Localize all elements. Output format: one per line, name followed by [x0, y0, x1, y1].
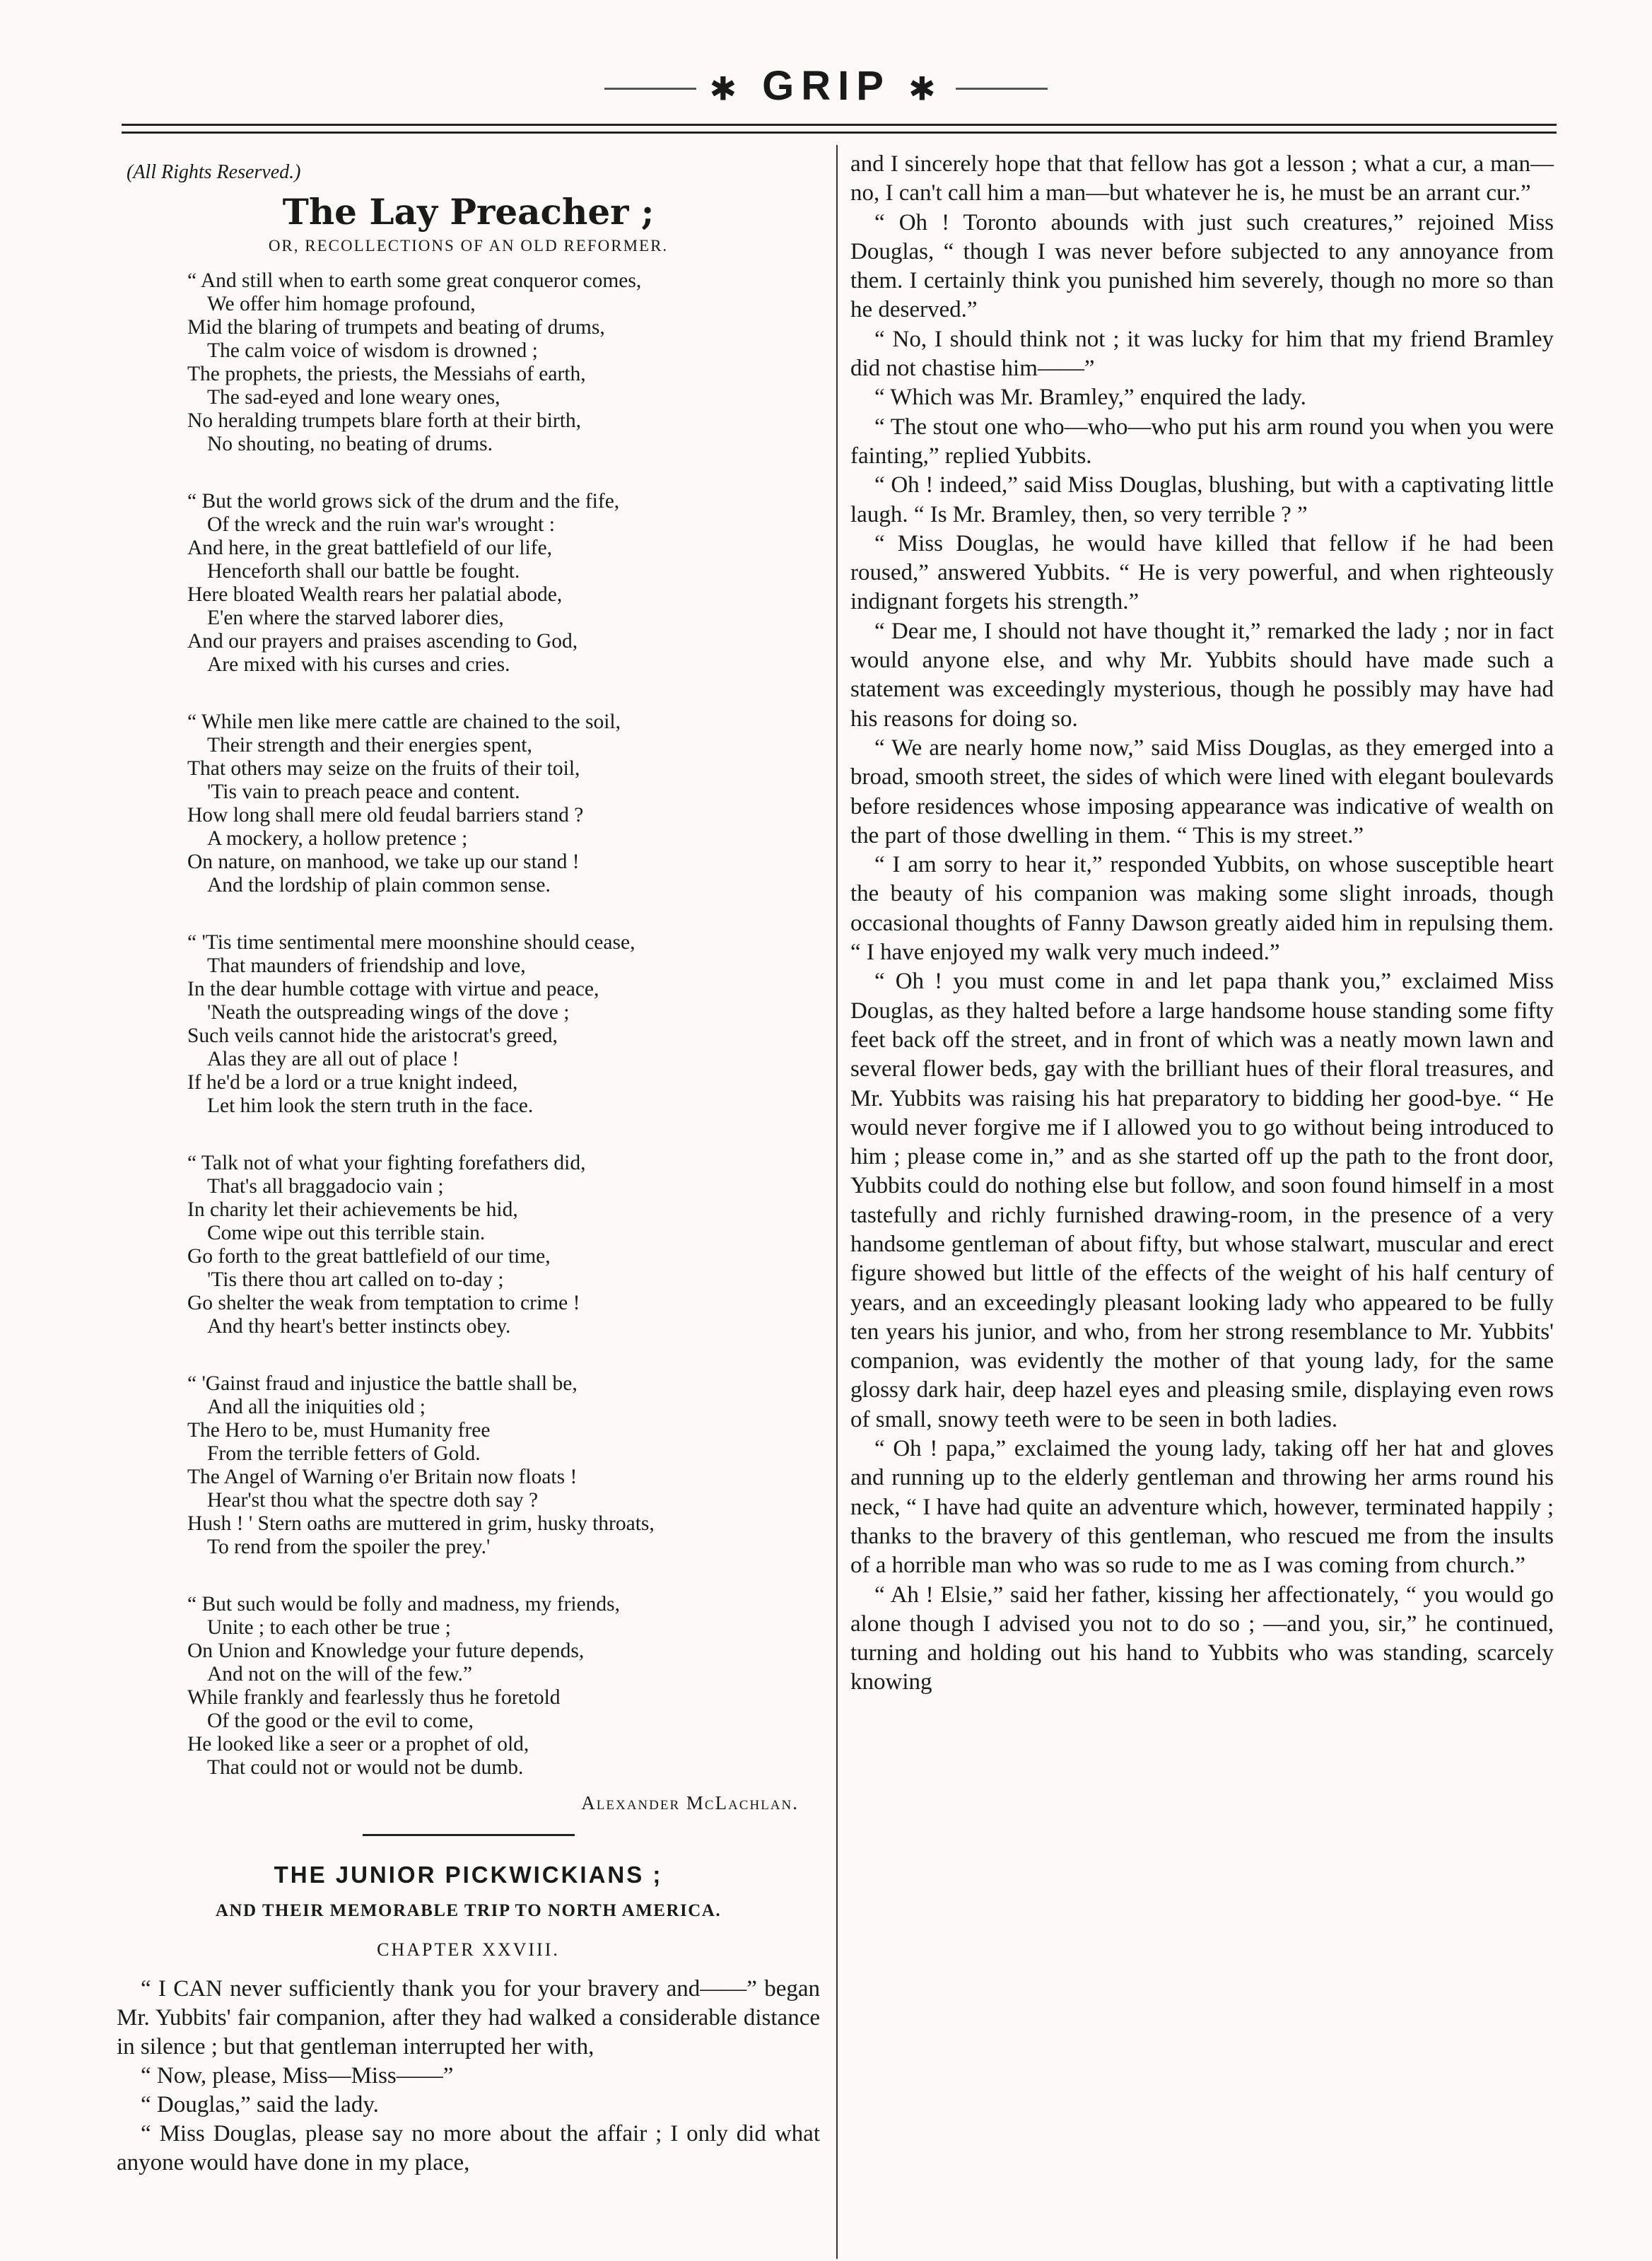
poem-stanza	[117, 269, 820, 456]
poem-line: Of the wreck and the ruin war's wrought :	[207, 513, 555, 536]
poem-line: Hear'st thou what the spectre doth say ?	[207, 1489, 539, 1512]
poem-stanza	[117, 1593, 820, 1780]
story-paragraph: “ No, I should think not ; it was lucky for him that my friend Bramley did not chastise him——”	[850, 326, 1554, 382]
poem-stanza	[117, 711, 820, 897]
story-paragraph: “ I am sorry to hear it,” responded Yubbits, on whose susceptible heart the beauty of his companion was making some slight inroads, though occasional thoughts of Fanny Dawson greatly aided him in repulsing them. “ I have enjoyed my walk very much indeed.”	[850, 852, 1554, 966]
poem-line: While frankly and fearlessly thus he foretold	[187, 1686, 561, 1709]
story-paragraph: “ The stout one who—who—who put his arm round you when you were fainting,” replied Yubbits.	[850, 414, 1554, 469]
poem-line: Go shelter the weak from temptation to crime !	[187, 1292, 580, 1314]
poem-line: Such veils cannot hide the aristocrat's greed,	[187, 1024, 558, 1047]
masthead-title: GRIP	[762, 63, 890, 109]
poem-line: “ 'Tis time sentimental mere moonshine should cease,	[187, 931, 635, 954]
story-paragraph: “ Oh ! papa,” exclaimed the young lady, taking off her hat and gloves and running up to the elderly gentleman and throwing her arms round his neck, “ I have had quite an adventure which, however, terminated happily ; thanks to the bravery of this gentleman, who rescued me from the insults of a horrible man who was so rude to me as I was coming from church.”	[850, 1436, 1554, 1579]
story-paragraph: “ Which was Mr. Bramley,” enquired the lady.	[874, 385, 1306, 411]
story-paragraph: “ Ah ! Elsie,” said her father, kissing her affectionately, “ you would go alone though I advised you not to do so ; —and you, sir,” he continued, turning and holding out his hand to Yubbits who was standing, scarcely knowing	[850, 1582, 1554, 1695]
poem-line: And thy heart's better instincts obey.	[207, 1315, 511, 1338]
story-paragraph: “ We are nearly home now,” said Miss Douglas, as they emerged into a broad, smooth street, the sides of which were lined with elegant boulevards before residences whose imposing appearance was indicative of wealth on the part of those dwelling in them. “ This is my street.”	[850, 735, 1554, 848]
poem-line: Alas they are all out of place !	[207, 1048, 459, 1070]
section-separator	[363, 1834, 575, 1836]
masthead-left-rule	[604, 88, 696, 90]
poem-line: Henceforth shall our battle be fought.	[207, 560, 520, 583]
poem-line: The calm voice of wisdom is drowned ;	[207, 339, 538, 362]
story-paragraph: “ Oh ! Toronto abounds with just such creatures,” rejoined Miss Douglas, “ though I was never before subjected to any annoyance from them. I certainly think you punished him severely, though no more so than he deserved.”	[850, 209, 1554, 323]
story-paragraph: “ Miss Douglas, please say no more about the affair ; I only did what anyone would have done in my place,	[117, 2121, 820, 2175]
star-icon: ✱	[709, 70, 744, 107]
poem-line: No shouting, no beating of drums.	[207, 433, 493, 455]
poem-line: Hush ! ' Stern oaths are muttered in grim, husky throats,	[187, 1512, 655, 1535]
poem-line: And the lordship of plain common sense.	[207, 874, 551, 896]
poem-line: E'en where the starved laborer dies,	[207, 607, 504, 629]
poem-line: Mid the blaring of trumpets and beating of drums,	[187, 316, 605, 339]
story-title: THE JUNIOR PICKWICKIANS ;	[274, 1862, 663, 1888]
poem-line: 'Tis there thou art called on to-day ;	[207, 1268, 504, 1291]
poem-line: In charity let their achievements be hid,	[187, 1198, 518, 1221]
poem-line: “ 'Gainst fraud and injustice the battle shall be,	[187, 1372, 578, 1395]
poem-line: To rend from the spoiler the prey.'	[207, 1536, 491, 1558]
story-paragraph: and I sincerely hope that that fellow has got a lesson ; what a cur, a man—no, I can't call him a man—but whatever he is, he must be an arrant cur.”	[850, 151, 1554, 206]
poem-stanza	[117, 1372, 820, 1559]
column-divider	[836, 145, 838, 2259]
poem-line: And here, in the great battlefield of our life,	[187, 537, 553, 559]
poem-line: From the terrible fetters of Gold.	[207, 1442, 481, 1465]
poem-line: How long shall mere old feudal barriers stand ?	[187, 804, 584, 826]
story-paragraph: “ Oh ! you must come in and let papa thank you,” exclaimed Miss Douglas, as they halted before a large handsome house standing some fifty feet back off the street, and in front of which was a neatly mown lawn and several flower beds, gay with the brilliant hues of their floral treasures, and Mr. Yubbits was raising his hat preparatory to bidding her good-bye. “ He would never forgive me if I allowed you to go without being introduced to him ; please come in,” and as she started off up the path to the front door, Yubbits could do nothing else but follow, and soon found himself in a most tastefully and richly furnished drawing-room, in the presence of a very handsome gentleman of about fifty, but whose stalwart, muscular and erect figure showed but little of the effects of the weight of his half century of years, and an exceedingly pleasant looking lady who appeared to be fully ten years his junior, and who, from her strong resemblance to Mr. Yubbits' companion, was evidently the mother of that young lady, for the same glossy dark hair, deep hazel eyes and pleasing smile, displaying even rows of small, snowy teeth were to be seen in both ladies.	[850, 969, 1554, 1432]
poem-line: And not on the will of the few.”	[207, 1663, 472, 1685]
poem-line: The Hero to be, must Humanity free	[187, 1419, 491, 1442]
story-paragraph: “ Dear me, I should not have thought it,” remarked the lady ; nor in fact would anyone else, and why Mr. Yubbits should have made such a statement was exceedingly mysterious, though he possibly may have had his reasons for doing so.	[850, 618, 1554, 732]
poem-line: Go forth to the great battlefield of our time,	[187, 1245, 551, 1268]
poem-line: Of the good or the evil to come,	[207, 1710, 474, 1732]
poem-line: Come wipe out this terrible stain.	[207, 1222, 486, 1244]
poem-stanza	[117, 1152, 820, 1338]
poem-line: And all the iniquities old ;	[207, 1396, 426, 1418]
poem-line: Here bloated Wealth rears her palatial abode,	[187, 583, 563, 606]
poem-line: “ But such would be folly and madness, my friends,	[187, 1593, 621, 1616]
poem-stanza	[117, 931, 820, 1118]
poem-line: He looked like a seer or a prophet of old,	[187, 1733, 529, 1755]
story-text-right	[850, 150, 1554, 1698]
poem-line: And our prayers and praises ascending to God,	[187, 630, 578, 653]
poem-title: The Lay Preacher ;	[282, 191, 655, 233]
chapter-heading: CHAPTER XXVIII.	[377, 1939, 560, 1960]
poem-line: The Angel of Warning o'er Britain now floats !	[187, 1466, 578, 1488]
header-rule-top	[122, 124, 1557, 126]
rights-notice: (All Rights Reserved.)	[127, 161, 301, 183]
poem-line: 'Neath the outspreading wings of the dove ;	[207, 1001, 570, 1024]
poem-line: “ While men like mere cattle are chained to the soil,	[187, 711, 621, 733]
poem-line: We offer him homage profound,	[207, 293, 476, 315]
story-subtitle: AND THEIR MEMORABLE TRIP TO NORTH AMERICA.	[215, 1901, 722, 1920]
masthead	[0, 62, 1652, 110]
poem-line: If he'd be a lord or a true knight indeed,	[187, 1071, 518, 1094]
story-paragraph: “ Miss Douglas, he would have killed that fellow if he had been roused,” answered Yubbits. “ He is very powerful, and when righteously indignant forgets his strength.”	[850, 530, 1554, 615]
poem-line: “ Talk not of what your fighting forefathers did,	[187, 1152, 586, 1174]
poem-line: That others may seize on the fruits of their toil,	[187, 757, 580, 780]
poem-line: Unite ; to each other be true ;	[207, 1616, 451, 1639]
poem-line: That maunders of friendship and love,	[207, 954, 526, 977]
poem-stanza	[117, 490, 820, 677]
poem-author: Alexander McLachlan.	[581, 1792, 799, 1813]
poem-line: In the dear humble cottage with virtue and peace,	[187, 978, 599, 1000]
poem-line: On Union and Knowledge your future depends,	[187, 1640, 585, 1662]
poem-line: “ But the world grows sick of the drum and the fife,	[187, 490, 620, 513]
story-paragraph: “ Now, please, Miss—Miss——”	[141, 2063, 454, 2088]
poem-line: 'Tis vain to preach peace and content.	[207, 781, 520, 803]
poem-line: Are mixed with his curses and cries.	[207, 653, 510, 676]
right-column	[850, 150, 1554, 1698]
poem-line: The sad-eyed and lone weary ones,	[207, 386, 500, 409]
left-column	[117, 150, 820, 2178]
story-paragraph: “ I CAN never sufficiently thank you for your bravery and——” began Mr. Yubbits' fair companion, after they had walked a considerable distance in silence ; but that gentleman interrupted her with,	[117, 1976, 820, 2060]
poem-line: Their strength and their energies spent,	[207, 734, 532, 756]
story-paragraph: “ Douglas,” said the lady.	[141, 2092, 379, 2117]
masthead-right-rule	[956, 88, 1048, 90]
poem-line: “ And still when to earth some great conqueror comes,	[187, 269, 642, 292]
poem-line: Let him look the stern truth in the face.	[207, 1094, 534, 1117]
poem-line: On nature, on manhood, we take up our stand !	[187, 851, 580, 873]
poem-line: A mockery, a hollow pretence ;	[207, 827, 468, 850]
story-text-left	[117, 1975, 820, 2178]
poem-subtitle: OR, RECOLLECTIONS OF AN OLD REFORMER.	[268, 237, 669, 255]
poem-line: That could not or would not be dumb.	[207, 1756, 524, 1779]
poem-line: The prophets, the priests, the Messiahs of earth,	[187, 363, 586, 385]
poem-body	[117, 269, 820, 1780]
poem-line: No heralding trumpets blare forth at their birth,	[187, 409, 582, 432]
poem-line: That's all braggadocio vain ;	[207, 1175, 444, 1198]
story-paragraph: “ Oh ! indeed,” said Miss Douglas, blushing, but with a captivating little laugh. “ Is Mr. Bramley, then, so very terrible ? ”	[850, 472, 1554, 527]
header-rule-bottom	[122, 132, 1557, 134]
star-icon: ✱	[908, 70, 943, 107]
